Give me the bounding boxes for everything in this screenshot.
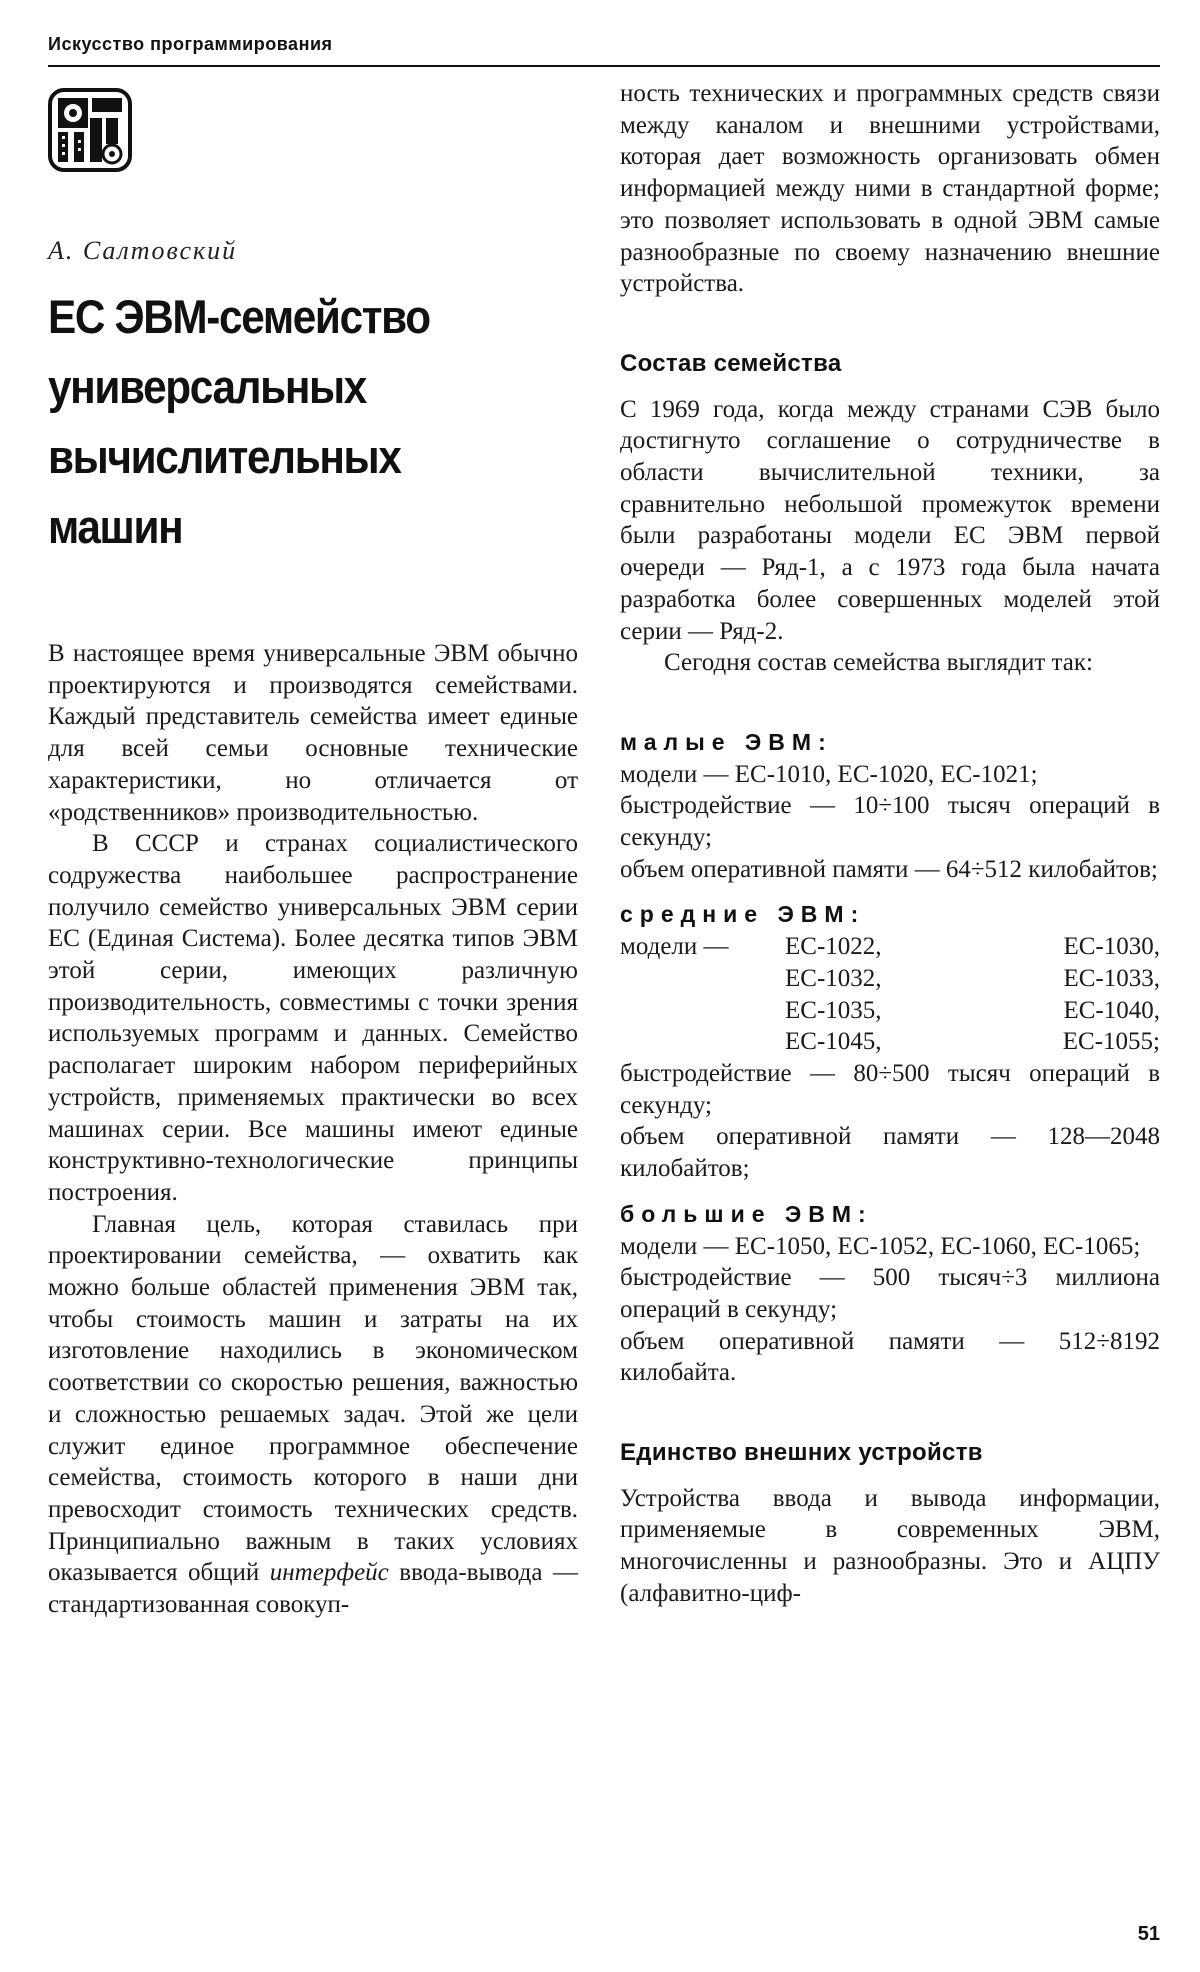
article-title: ЕС ЭВМ-семейство универсальных вычислительных машин bbox=[48, 290, 430, 553]
model-item: ЕС-1030, bbox=[1063, 933, 1160, 961]
paragraph: С 1969 года, когда между странами СЭВ было достигнуто соглашение о сотрудничестве в области вычислительной техники, за сравнительно небольшой промежуток времени были разработаны модели ЕС ЭВМ первой очереди — Ряд-1, а с 1973 года была начата разработка более совершенных моделей этой серии — Ряд-2. bbox=[620, 395, 1160, 645]
models-spacer bbox=[620, 963, 785, 995]
model-item: ЕС-1032, bbox=[785, 964, 882, 992]
small-speed: быстродействие — 10÷100 тысяч операций в секунду; bbox=[620, 792, 1160, 852]
category-medium-label: средние ЭВМ: bbox=[620, 901, 866, 928]
model-item: ЕС-1055; bbox=[1062, 1028, 1160, 1056]
model-item: ЕС-1040, bbox=[1063, 996, 1160, 1024]
models-prefix: модели — bbox=[620, 933, 729, 961]
small-models: модели — ЕС-1010, ЕС-1020, ЕС-1021; bbox=[620, 760, 1038, 788]
medium-models-grid bbox=[620, 931, 1160, 1058]
paragraph: Сегодня состав семейства выглядит так: bbox=[664, 649, 1093, 677]
category-large-label: большие ЭВМ: bbox=[620, 1200, 873, 1227]
medium-memory: объем оперативной памяти — 128—2048 килобайтов; bbox=[620, 1123, 1160, 1183]
section-heading-composition: Состав семейства bbox=[620, 349, 842, 377]
large-memory: объем оперативной памяти — 512÷8192 килобайта. bbox=[620, 1327, 1160, 1387]
model-item: ЕС-1035, bbox=[785, 996, 882, 1024]
model-item: ЕС-1022, bbox=[785, 933, 882, 961]
medium-speed: быстродействие — 80÷500 тысяч операций в секунду; bbox=[620, 1059, 1160, 1119]
text-run: Главная цель, которая ставилась при проектировании семейства, — охватить как можно больше областей применения ЭВМ так, чтобы стоимость машин и затраты на их изготовление находились в экономическом соответствии со скоростью решения, важностью и сложностью решаемых задач. Этой же цели служит единое программное обеспечение семейства, стоимость которого в наши дни превосходит стоимость технических средств. Принципиально важным в таких условиях оказывается общий bbox=[48, 1210, 578, 1587]
text-run: ввода-вывода — стандартизованная совокуп- bbox=[48, 1559, 578, 1619]
large-models: модели — ЕС-1050, ЕС-1052, ЕС-1060, ЕС-1065; bbox=[620, 1232, 1141, 1260]
model-item: ЕС-1033, bbox=[1063, 964, 1160, 992]
page-number: 51 bbox=[1137, 1923, 1160, 1945]
paragraph: ность технических и программных средств связи между каналом и внешними устройствами, которая дает возможность организовать обмен информацией между ними в стандартной форме; это позволяет использовать в одной ЭВМ самые разнообразные по своему назначению внешние устройства. bbox=[620, 80, 1160, 298]
model-item: ЕС-1045, bbox=[785, 1028, 882, 1056]
section-heading-peripherals: Единство внешних устройств bbox=[620, 1439, 983, 1467]
article-author: А. Салтовский bbox=[48, 236, 238, 265]
paragraph: Устройства ввода и вывода информации, применяемые в современных ЭВМ, многочисленны и разнообразны. Это и АЦПУ (алфавитно-циф- bbox=[620, 1484, 1160, 1607]
paragraph: В СССР и странах социалистического содружества наибольшее распространение получило семейство универсальных ЭВМ серии ЕС (Единая Система). Более десятка типов ЭВМ этой серии, имеющих различную производительность, совместимы с точки зрения используемых программ и данных. Семейство располагает широким набором периферийных устройств, применяемых практически во всех машинах серии. Все машины имеют единые конструктивно-технологические принципы построения. bbox=[48, 830, 578, 1206]
emphasis-interface: интерфейс bbox=[269, 1559, 389, 1587]
category-small-label: малые ЭВМ: bbox=[620, 728, 833, 755]
right-column bbox=[620, 78, 1160, 1610]
left-column bbox=[48, 638, 578, 1621]
models-spacer bbox=[620, 1026, 785, 1058]
section-header: Искусство программирования bbox=[48, 34, 333, 54]
header-rule bbox=[48, 65, 1160, 67]
paragraph bbox=[48, 1209, 578, 1621]
large-speed: быстродействие — 500 тысяч÷3 миллиона операций в секунду; bbox=[620, 1264, 1160, 1323]
paragraph: В настоящее время универсальные ЭВМ обычно проектируются и производятся семействами. Каждый представитель семейства имеет единые для всей семьи основные технические характеристики, но отличается от «родственников» производительностью. bbox=[48, 640, 578, 826]
small-memory: объем оперативной памяти — 64÷512 килобайтов; bbox=[620, 855, 1158, 883]
ip-logo-icon bbox=[48, 88, 132, 172]
models-spacer bbox=[620, 995, 785, 1027]
